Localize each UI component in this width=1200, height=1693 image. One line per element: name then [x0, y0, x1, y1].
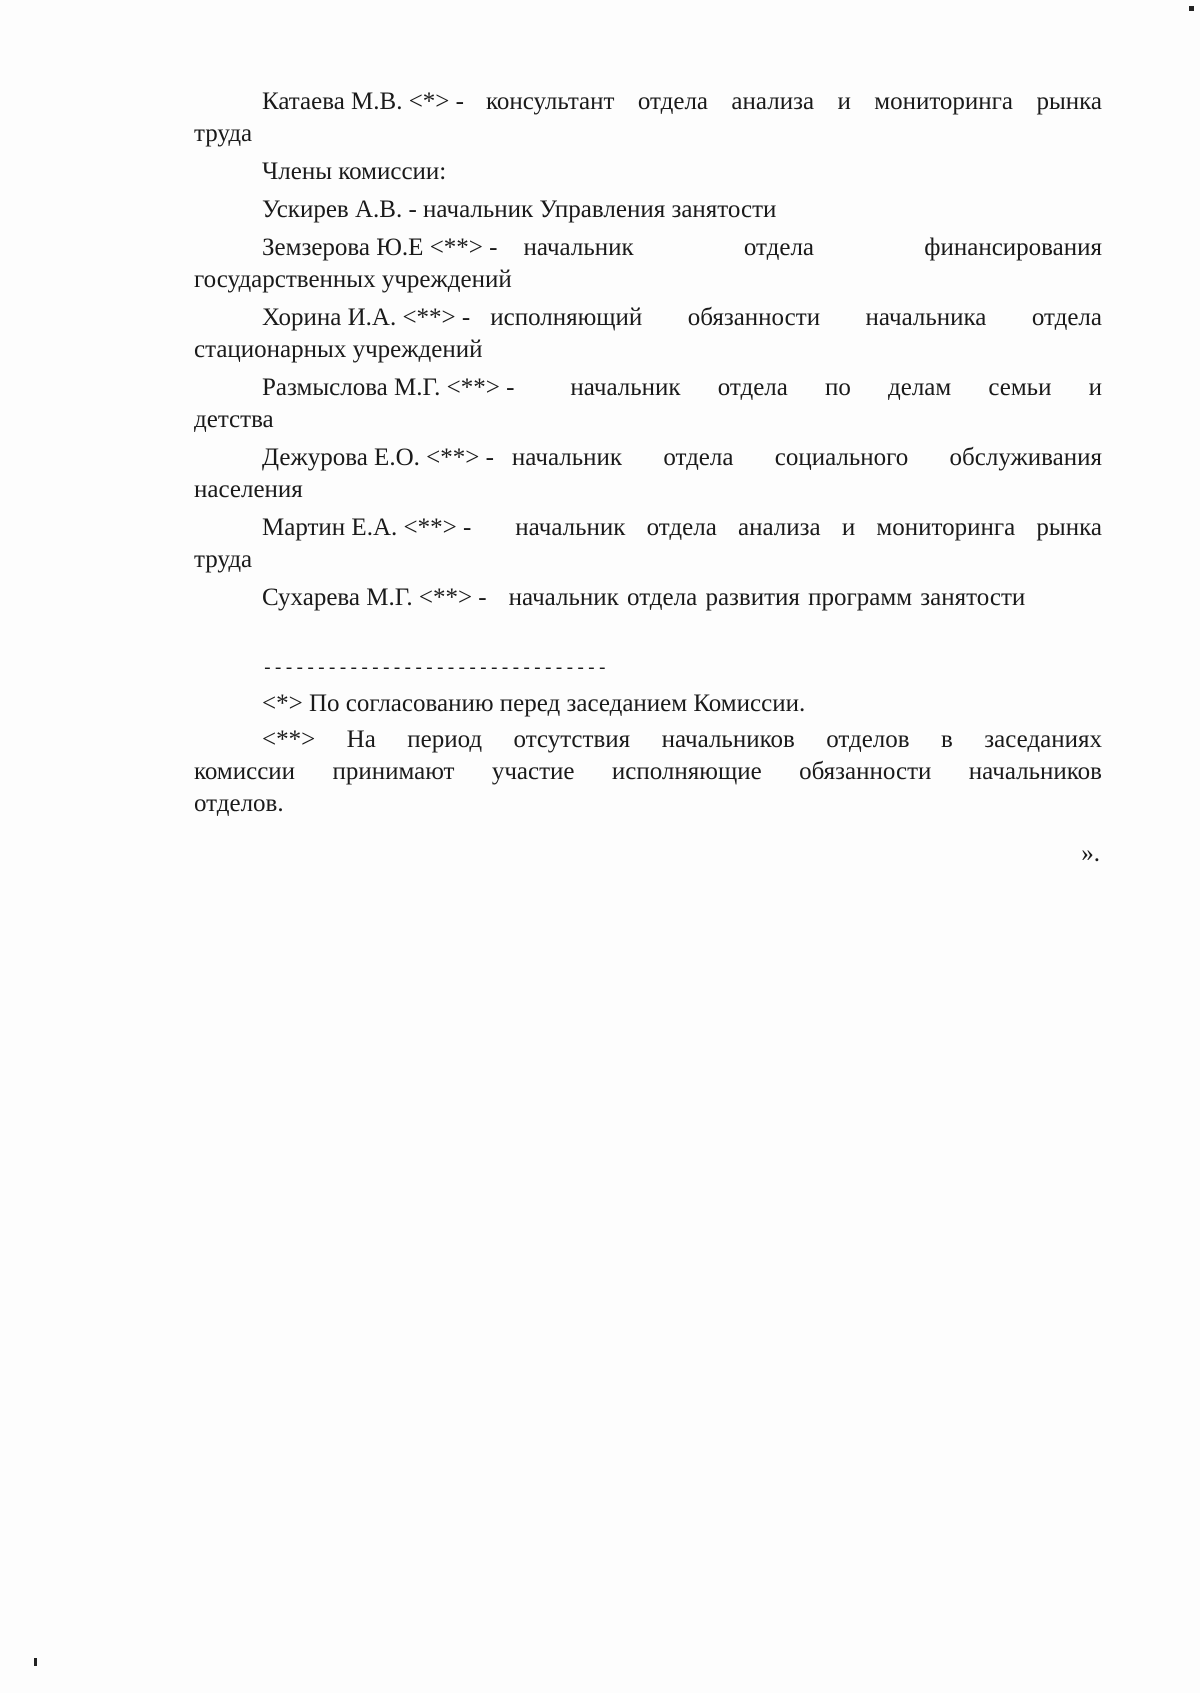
entry-continuation: населения [194, 476, 303, 503]
footnote-2 [194, 724, 1102, 820]
member-role [509, 582, 1026, 614]
member-name: Катаева М.В. <*> - [262, 88, 464, 115]
member-role [512, 442, 1102, 474]
role-word: социального [774, 444, 909, 471]
entry-first-line [194, 512, 1102, 544]
footnote-word: <**> [262, 726, 316, 753]
entry-member [194, 232, 1102, 296]
members-heading: Члены комиссии: [262, 158, 447, 185]
role-word: начальник [523, 234, 634, 261]
role-word: начальник [508, 584, 619, 611]
role-word: отдела [663, 444, 734, 471]
entry-member [194, 302, 1102, 366]
footnote-word: заседаниях [984, 726, 1102, 753]
entry-member [194, 372, 1102, 436]
entry-member [194, 442, 1102, 506]
role-word: начальник [511, 444, 623, 471]
entry-first-line [194, 442, 1102, 474]
role-word: программ [808, 584, 913, 611]
role-word: отдела [743, 234, 815, 261]
role-word: по [824, 374, 851, 401]
role-word: занятости [920, 584, 1026, 611]
role-word: обязанности [687, 304, 821, 331]
chair-line: Ускирев А.В. - начальник Управления занятости [262, 196, 777, 223]
role-word: семьи [988, 374, 1052, 401]
member-role [490, 302, 1102, 334]
entry-continuation: труда [194, 120, 253, 147]
scan-speck [1189, 6, 1194, 11]
role-word: обслуживания [949, 444, 1102, 471]
footnote-2-line2 [194, 756, 1102, 788]
entry-continuation: стационарных учреждений [194, 336, 483, 363]
role-word: начальник [515, 514, 626, 541]
role-word: отдела [717, 374, 788, 401]
entry-member [194, 512, 1102, 576]
footnote-2-line1 [194, 724, 1102, 756]
member-name: Размыслова М.Г. <**> - [262, 374, 515, 401]
entry-continuation: детства [194, 406, 274, 433]
entry-continuation: государственных учреждений [194, 266, 512, 293]
role-word: начальника [865, 304, 987, 331]
role-word: финансирования [924, 234, 1102, 261]
member-name: Земзерова Ю.Е <**> - [262, 234, 498, 261]
member-role [523, 232, 1102, 264]
role-word: рынка [1036, 514, 1102, 541]
footnote-word: отсутствия [513, 726, 631, 753]
footnote-1-text: <*> По согласованию перед заседанием Комиссии. [262, 690, 806, 717]
footnote-word: принимают [332, 758, 455, 785]
role-word: и [1088, 374, 1102, 401]
role-word: рынка [1036, 88, 1102, 115]
member-role [515, 512, 1102, 544]
footnote-1 [194, 688, 1102, 720]
entry-kataeva [194, 86, 1102, 150]
role-word: исполняющий [490, 304, 643, 331]
footnote-word: комиссии [194, 758, 296, 785]
footnote-word: участие [491, 758, 575, 785]
role-word: отдела [637, 88, 709, 115]
member-name: Сухарева М.Г. <**> - [262, 584, 487, 611]
role-word: консультант [485, 88, 615, 115]
member-role [486, 86, 1102, 118]
scan-speck [34, 1658, 37, 1666]
footnote-word: в [941, 726, 953, 753]
entry-first-line [194, 302, 1102, 334]
entry-continuation: труда [194, 546, 253, 573]
member-name: Хорина И.А. <**> - [262, 304, 471, 331]
role-word: отдела [646, 514, 717, 541]
entry-member [194, 582, 1102, 614]
footnote-word: исполняющие [611, 758, 762, 785]
role-word: отдела [1031, 304, 1102, 331]
role-word: анализа [731, 88, 815, 115]
role-word: отдела [627, 584, 698, 611]
role-word: анализа [738, 514, 821, 541]
role-word: мониторинга [874, 88, 1014, 115]
role-word: мониторинга [876, 514, 1016, 541]
footnote-divider: -------------------------------- [262, 659, 608, 679]
role-word: делам [888, 374, 952, 401]
role-word: начальник [570, 374, 681, 401]
entry-first-line [194, 232, 1102, 264]
footnote-word: начальников [661, 726, 795, 753]
footnote-word: На [346, 726, 376, 753]
footnote-word: период [407, 726, 483, 753]
footnote-word: обязанности [799, 758, 932, 785]
role-word: и [841, 514, 856, 541]
role-word: и [837, 88, 851, 115]
footnote-word: отделов [826, 726, 910, 753]
member-name: Мартин Е.А. <**> - [262, 514, 472, 541]
footnote-2-line3: отделов. [194, 790, 284, 817]
entry-first-line [194, 86, 1102, 118]
closing-quote: ». [1081, 840, 1100, 867]
member-role [570, 372, 1102, 404]
role-word: развития [705, 584, 800, 611]
entry-first-line [194, 582, 1102, 614]
document-body [194, 86, 1102, 870]
entry-first-line [194, 372, 1102, 404]
member-name: Дежурова Е.О. <**> - [262, 444, 494, 471]
footnote-word: начальников [968, 758, 1102, 785]
